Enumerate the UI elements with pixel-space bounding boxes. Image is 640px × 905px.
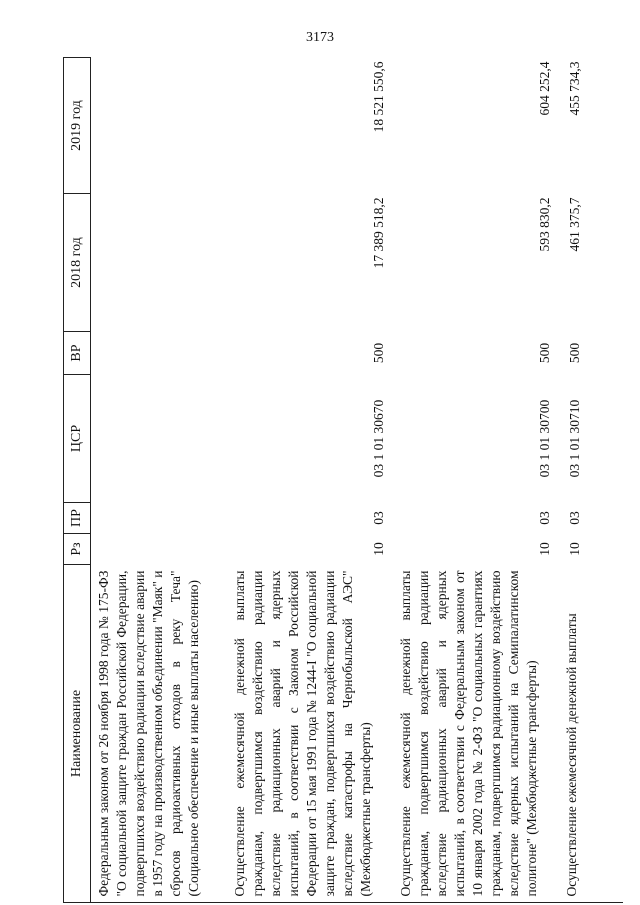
header-name: Наименование <box>64 565 91 903</box>
row-pr <box>91 503 227 534</box>
table-row <box>91 58 227 903</box>
header-2019: 2019 год <box>64 58 91 194</box>
table-row <box>393 58 559 903</box>
header-rz: Рз <box>64 534 91 565</box>
row-pr: 03 <box>566 511 582 525</box>
budget-table <box>63 57 589 903</box>
header-pr: ПР <box>64 503 91 534</box>
row-vr <box>91 332 227 375</box>
header-csr: ЦСР <box>64 375 91 503</box>
row-csr <box>91 375 227 503</box>
row-2018 <box>91 194 227 332</box>
row-csr: 03 1 01 30700 <box>536 399 552 478</box>
row-2019 <box>91 58 227 194</box>
row-2018: 461 375,7 <box>566 197 582 252</box>
row-rz: 10 <box>370 542 386 556</box>
row-pr: 03 <box>370 511 386 525</box>
row-vr: 500 <box>536 342 552 364</box>
rotated-table-container <box>63 58 623 903</box>
row-name: Осуществление ежемесячной денежной выплаты <box>563 613 579 897</box>
row-2018: 593 830,2 <box>536 197 552 252</box>
row-2018: 17 389 518,2 <box>370 197 386 269</box>
row-name: Федеральным законом от 26 ноября 1998 года № 175-ФЗ "О социальной защите граждан Российской Федерации, подвергшихся воздействию радиации вследствие аварии в 1957 году на производственном объединении "Маяк" и сбросов радиоактивных отходов в реку Теча" (Социальное обеспечение и иные выплаты населению) <box>96 570 201 897</box>
table-row <box>227 58 393 903</box>
row-rz: 10 <box>536 542 552 556</box>
row-name: Осуществление ежемесячной денежной выплаты гражданам, подвергшимся воздействию радиации вследствие радиационных аварий и ядерных испытаний, в соответствии с Федеральным законом от 10 января 2002 года № 2-ФЗ "О социальных гарантиях гражданам, подвергшимся радиационному воздействию вследствие ядерных испытаний на Семипалатинском полигоне" (Межбюджетные трансферты) <box>397 570 539 897</box>
header-vr: ВР <box>64 332 91 375</box>
header-row <box>64 58 91 903</box>
row-2019: 604 252,4 <box>536 61 552 116</box>
row-pr: 03 <box>536 511 552 525</box>
row-rz <box>91 534 227 565</box>
page-number: 3173 <box>306 30 334 45</box>
table-row <box>559 58 589 903</box>
row-csr: 03 1 01 30710 <box>566 399 582 478</box>
column-divider <box>89 902 623 903</box>
row-2019: 18 521 550,6 <box>370 61 386 133</box>
row-vr: 500 <box>566 342 582 364</box>
row-vr: 500 <box>370 342 386 364</box>
row-csr: 03 1 01 30670 <box>370 399 386 478</box>
header-2018: 2018 год <box>64 194 91 332</box>
row-name: Осуществление ежемесячной денежной выплаты гражданам, подвергшимся воздействию радиации вследствие радиационных аварий и ядерных испытаний, в соответствии с Законом Российской Федерации от 15 мая 1991 года № 1244-I "О социальной защите граждан, подвергшихся воздействию радиации вследствие катастрофы на Чернобыльской АЭС" (Межбюджетные трансферты) <box>231 570 373 897</box>
row-2019: 455 734,3 <box>566 61 582 116</box>
row-rz: 10 <box>566 542 582 556</box>
